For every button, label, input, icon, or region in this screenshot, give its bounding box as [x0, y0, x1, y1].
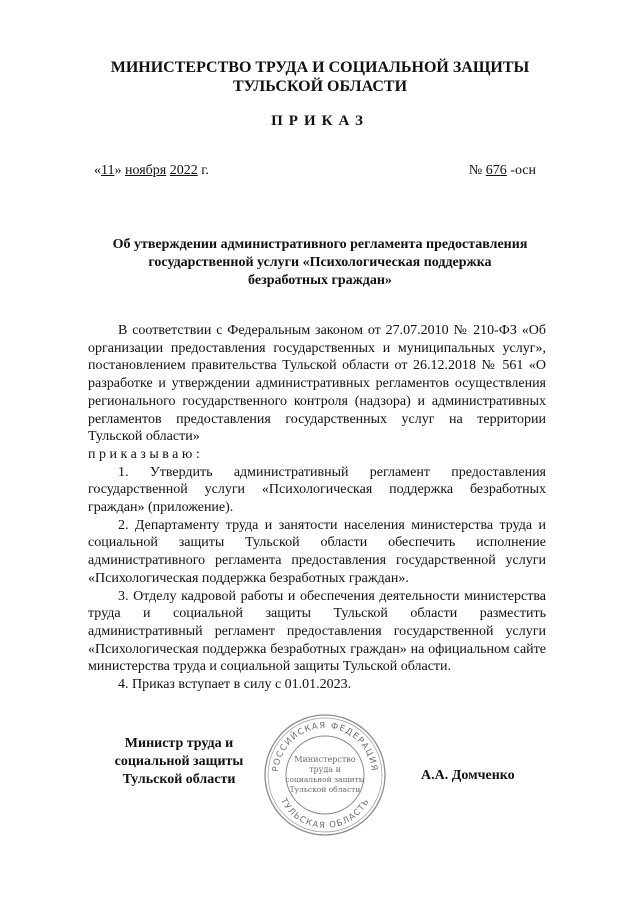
- ministry-line-2: ТУЛЬСКОЙ ОБЛАСТИ: [232, 78, 408, 95]
- order-item-3: 3. Отделу кадровой работы и обеспечения деятельности министерства труда и социальной защиты Тульской области разместить административный регламент предоставления государственной услуги «Психологическая поддержка безработных граждан» на официальном сайте министерства труда и социальной защиты Тульской области.: [88, 588, 546, 675]
- date-day: 11: [101, 163, 115, 178]
- date-month: ноября: [124, 163, 167, 178]
- order-body: [88, 322, 546, 694]
- date-year: 2022: [169, 163, 198, 178]
- document-type: ПРИКАЗ: [271, 113, 369, 129]
- order-number: [469, 163, 536, 179]
- preamble-paragraph: В соответствии с Федеральным законом от 27.07.2010 № 210-ФЗ «Об организации предоставления государственных и муниципальных услуг», постановлением правительства Тульской области от 26.12.2018 № 561 «О разработке и утверждении административных регламентов осуществления регионального государственного контроля (надзора) и административных регламентов предоставления государственных услуг на территории Тульской области»: [88, 323, 546, 445]
- number-label: №: [468, 163, 483, 178]
- official-seal: [263, 713, 387, 837]
- order-item-1: 1. Утвердить административный регламент предоставления государственной услуги «Психологическая поддержка безработных граждан» (приложение).: [88, 464, 546, 516]
- minister-line-3: Тульской области: [122, 772, 236, 787]
- seal-outer-top-text: РОССИЙСКАЯ ФЕДЕРАЦИЯ: [271, 720, 379, 773]
- signatory-name: А.А. Домченко: [421, 768, 515, 783]
- seal-center-line-1: Министерство: [294, 755, 356, 764]
- seal-outer-bottom-text: ТУЛЬСКАЯ ОБЛАСТЬ: [278, 796, 372, 832]
- seal-center-line-3: социальной защиты: [285, 775, 365, 784]
- minister-line-1: Министр труда и: [124, 736, 234, 751]
- order-item-2: 2. Департаменту труда и занятости населения министерства труда и социальной защиты Тульской области обеспечить исполнение административного регламента предоставления государственной услуги «Психологическая поддержка безработных граждан».: [88, 517, 546, 586]
- number-value: 676: [485, 163, 507, 178]
- ministry-name: [90, 58, 550, 96]
- order-word: приказываю:: [88, 446, 204, 462]
- order-item-4: 4. Приказ вступает в силу с 01.01.2023.: [118, 677, 352, 693]
- seal-center-line-4: Тульской области: [289, 785, 361, 794]
- title-line-3: безработных граждан»: [248, 273, 392, 288]
- number-suffix: -осн: [510, 163, 536, 178]
- title-line-2: государственной услуги «Психологическая поддержка: [148, 255, 492, 270]
- date-suffix: г.: [201, 163, 209, 178]
- order-date: [94, 163, 209, 179]
- title-line-1: Об утверждении административного регламента предоставления: [112, 237, 528, 252]
- ministry-line-1: МИНИСТЕРСТВО ТРУДА И СОЦИАЛЬНОЙ ЗАЩИТЫ: [110, 59, 530, 76]
- date-close-quote: »: [114, 163, 122, 178]
- minister-title: [100, 735, 258, 789]
- minister-line-2: социальной защиты: [114, 754, 244, 769]
- order-title: [80, 236, 560, 290]
- date-open-quote: «: [94, 163, 101, 178]
- seal-center-line-2: труда и: [309, 765, 341, 774]
